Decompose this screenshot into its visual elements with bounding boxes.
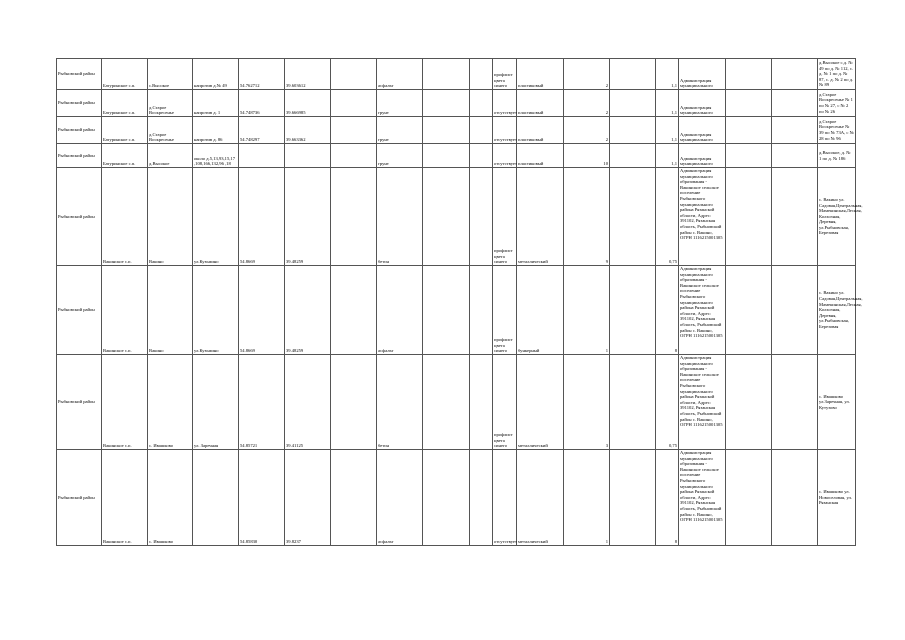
cell-owner: Администрация муниципального [679, 90, 726, 117]
cell-container-type: металлический [517, 450, 564, 546]
cell-served-addresses: с. Ивашково ул. Новоселовая, ул. Рязанская [818, 450, 856, 546]
cell-latitude: 54.85830 [239, 450, 285, 546]
cell-address: ул.Кузьмино [193, 168, 239, 266]
cell-col-n [610, 168, 656, 266]
cell-address [193, 450, 239, 546]
cell-container-count: 2 [564, 117, 610, 144]
cell-owner: Администрация муниципального образования - Вакинское сельское поселение Рыбновского муниципального района Рязанской области, Адрес: 391102, Рязанская область, Рыбновский район с. Вакино, ОГРН 1116215001305 [679, 450, 726, 546]
cell-col-q [726, 144, 772, 168]
cell-col-q [726, 59, 772, 90]
cell-col-j [470, 144, 493, 168]
cell-fence: профлист цвета синего [493, 59, 517, 90]
cell-volume: 8 [656, 266, 679, 355]
table-row [57, 144, 856, 168]
cell-volume: 0,75 [656, 355, 679, 450]
cell-col-q [726, 117, 772, 144]
cell-col-r [772, 355, 818, 450]
table-row [57, 59, 856, 90]
cell-container-count: 10 [564, 144, 610, 168]
cell-settlement: Батуринское с.п. [102, 90, 148, 117]
cell-col-q [726, 266, 772, 355]
cell-col-r [772, 90, 818, 117]
cell-served-addresses: д.Старое Воскресенье № 39 по № 73А, с № 28 по № 96 [818, 117, 856, 144]
cell-address: напротив д. 1 [193, 90, 239, 117]
cell-col-n [610, 144, 656, 168]
cell-col-i [423, 450, 470, 546]
cell-surface: грунт [377, 117, 423, 144]
cell-fence: профлист цвета синего [493, 355, 517, 450]
cell-address: около д.5,13,93,15,17 ,108,166,132,96 ,18 [193, 144, 239, 168]
cell-settlement: Вакинское с.п. [102, 450, 148, 546]
table-row [57, 90, 856, 117]
cell-owner: Администрация муниципального [679, 144, 726, 168]
cell-volume: 1,1 [656, 59, 679, 90]
cell-col-g [331, 59, 377, 90]
cell-volume: 1,1 [656, 144, 679, 168]
cell-served-addresses: д.Высокое с.д. № 49 по д. № 112, с. д. № 1 по д. № 87, с. д. № 2 по д. № 89 [818, 59, 856, 90]
cell-volume: 0,75 [656, 168, 679, 266]
cell-longitude: 39.48259 [285, 266, 331, 355]
cell-served-addresses: д.Старое Воскресенье № 1 по № 27, с № 2 по № 26 [818, 90, 856, 117]
cell-district: Рыбновский район [57, 266, 102, 355]
cell-col-j [470, 450, 493, 546]
cell-locality: Вакино [148, 168, 193, 266]
cell-col-q [726, 450, 772, 546]
cell-col-i [423, 117, 470, 144]
cell-settlement: Батуринское с.п. [102, 144, 148, 168]
cell-col-r [772, 59, 818, 90]
cell-col-g [331, 168, 377, 266]
cell-district: Рыбновский район [57, 90, 102, 117]
cell-owner: Администрация муниципального образования - Вакинское сельское поселение Рыбновского муниципального района Рязанской области, Адрес: 391102, Рязанская область, Рыбновский район с. Вакино, ОГРН 1116215001305 [679, 355, 726, 450]
cell-district: Рыбновский район [57, 450, 102, 546]
cell-surface: асфальт [377, 266, 423, 355]
table-row [57, 355, 856, 450]
cell-volume: 8 [656, 450, 679, 546]
cell-longitude: 39.41125 [285, 355, 331, 450]
cell-container-type: пластиковый [517, 117, 564, 144]
cell-locality: с.Высокое [148, 59, 193, 90]
table-row [57, 168, 856, 266]
cell-address: напротив д. 86 [193, 117, 239, 144]
cell-locality: д.Высокое [148, 144, 193, 168]
cell-col-n [610, 117, 656, 144]
cell-district: Рыбновский район [57, 144, 102, 168]
table-row [57, 266, 856, 355]
cell-surface: грунт [377, 144, 423, 168]
cell-settlement: Вакинское с.п. [102, 168, 148, 266]
cell-owner: Администрация муниципального образования - Вакинское сельское поселение Рыбновского муниципального района Рязанской области, Адрес: 391102, Рязанская область, Рыбновский район с. Вакино, ОГРН 1116215001305 [679, 266, 726, 355]
cell-col-i [423, 168, 470, 266]
cell-container-count: 2 [564, 90, 610, 117]
cell-col-i [423, 144, 470, 168]
cell-col-j [470, 168, 493, 266]
cell-col-n [610, 266, 656, 355]
cell-surface: асфальт [377, 450, 423, 546]
cell-latitude: 54.748297 [239, 117, 285, 144]
cell-served-addresses: с. Ивашково ул.Заречная, ул. Кутузово [818, 355, 856, 450]
cell-district: Рыбновский район [57, 117, 102, 144]
cell-locality: д.Старое Воскресенье [148, 117, 193, 144]
cell-fence: отсутствует [493, 144, 517, 168]
cell-container-count: 2 [564, 59, 610, 90]
cell-col-r [772, 144, 818, 168]
cell-surface: бетон [377, 355, 423, 450]
cell-col-r [772, 266, 818, 355]
cell-owner: Администрация муниципального образования - Вакинское сельское поселение Рыбновского муниципального района Рязанской области, Адрес: 391102, Рязанская область, Рыбновский район с. Вакино, ОГРН 1116215001305 [679, 168, 726, 266]
cell-col-j [470, 90, 493, 117]
cell-col-j [470, 117, 493, 144]
cell-container-count: 3 [564, 355, 610, 450]
cell-container-type: пластиковый [517, 144, 564, 168]
cell-locality: с. Ивашково [148, 450, 193, 546]
cell-served-addresses: д.Высокое, д. № 1 по д. № 186 [818, 144, 856, 168]
cell-col-q [726, 168, 772, 266]
cell-latitude: 54.8669 [239, 168, 285, 266]
cell-col-g [331, 117, 377, 144]
cell-col-g [331, 266, 377, 355]
cell-col-r [772, 168, 818, 266]
cell-volume: 1,1 [656, 90, 679, 117]
cell-district: Рыбновский район [57, 59, 102, 90]
cell-latitude: 54.762712 [239, 59, 285, 90]
cell-fence: отсутствует [493, 90, 517, 117]
registry-table [56, 58, 863, 546]
cell-owner: Администрация муниципального [679, 117, 726, 144]
cell-locality: д.Старое Воскресенье [148, 90, 193, 117]
cell-col-q [726, 90, 772, 117]
cell-locality: Вакино [148, 266, 193, 355]
cell-latitude: 54.85721 [239, 355, 285, 450]
cell-col-i [423, 266, 470, 355]
cell-latitude: 54.8669 [239, 266, 285, 355]
cell-served-addresses: с. Вакино ул. Садовая,Центральная, Мамекинская,Лесная, Колхозная, Деревня, ул.Рыбновская, Березовая [818, 266, 856, 355]
cell-col-g [331, 355, 377, 450]
cell-settlement: Вакинское с.п. [102, 266, 148, 355]
cell-col-i [423, 355, 470, 450]
cell-col-n [610, 450, 656, 546]
cell-col-g [331, 450, 377, 546]
cell-container-type: бункерный [517, 266, 564, 355]
cell-latitude [239, 144, 285, 168]
cell-col-r [772, 450, 818, 546]
cell-col-g [331, 90, 377, 117]
cell-longitude: 39.603612 [285, 59, 331, 90]
cell-address: ул.Кузьмино [193, 266, 239, 355]
cell-district: Рыбновский район [57, 168, 102, 266]
cell-container-type: металлический [517, 168, 564, 266]
cell-settlement: Батуринское с.п. [102, 117, 148, 144]
cell-volume: 1,1 [656, 117, 679, 144]
cell-surface: асфальт [377, 59, 423, 90]
cell-district: Рыбновский район [57, 355, 102, 450]
cell-fence: отсутствует [493, 450, 517, 546]
cell-longitude: 39.48259 [285, 168, 331, 266]
cell-address: напротив д.№ 49 [193, 59, 239, 90]
cell-col-g [331, 144, 377, 168]
cell-latitude: 54.748736 [239, 90, 285, 117]
cell-served-addresses: с. Вакино ул. Садовая,Центральная, Мамекинская,Лесная, Колхозная, Деревня, ул.Рыбновская, Березовая [818, 168, 856, 266]
table-row [57, 117, 856, 144]
cell-col-j [470, 266, 493, 355]
cell-longitude: 39.666985 [285, 90, 331, 117]
cell-locality: с. Ивашково [148, 355, 193, 450]
cell-address: ул. Заречная [193, 355, 239, 450]
cell-col-n [610, 59, 656, 90]
cell-col-n [610, 355, 656, 450]
cell-fence: отсутствует [493, 117, 517, 144]
cell-container-type: пластиковый [517, 90, 564, 117]
cell-surface: грунт [377, 90, 423, 117]
cell-settlement: Вакинское с.п. [102, 355, 148, 450]
cell-container-count: 1 [564, 266, 610, 355]
cell-col-i [423, 90, 470, 117]
cell-col-r [772, 117, 818, 144]
cell-owner: Администрация муниципального [679, 59, 726, 90]
cell-col-j [470, 355, 493, 450]
cell-col-j [470, 59, 493, 90]
cell-longitude: 39.663362 [285, 117, 331, 144]
cell-fence: профлист цвета синего [493, 168, 517, 266]
cell-fence: профлист цвета синего [493, 266, 517, 355]
table-row [57, 450, 856, 546]
cell-col-q [726, 355, 772, 450]
cell-surface: бетон [377, 168, 423, 266]
cell-col-n [610, 90, 656, 117]
cell-container-type: пластиковый [517, 59, 564, 90]
cell-col-i [423, 59, 470, 90]
cell-longitude: 39.8237 [285, 450, 331, 546]
cell-longitude [285, 144, 331, 168]
cell-container-type: металлический [517, 355, 564, 450]
cell-settlement: Батуринское с.п. [102, 59, 148, 90]
cell-container-count: 1 [564, 450, 610, 546]
cell-container-count: 9 [564, 168, 610, 266]
